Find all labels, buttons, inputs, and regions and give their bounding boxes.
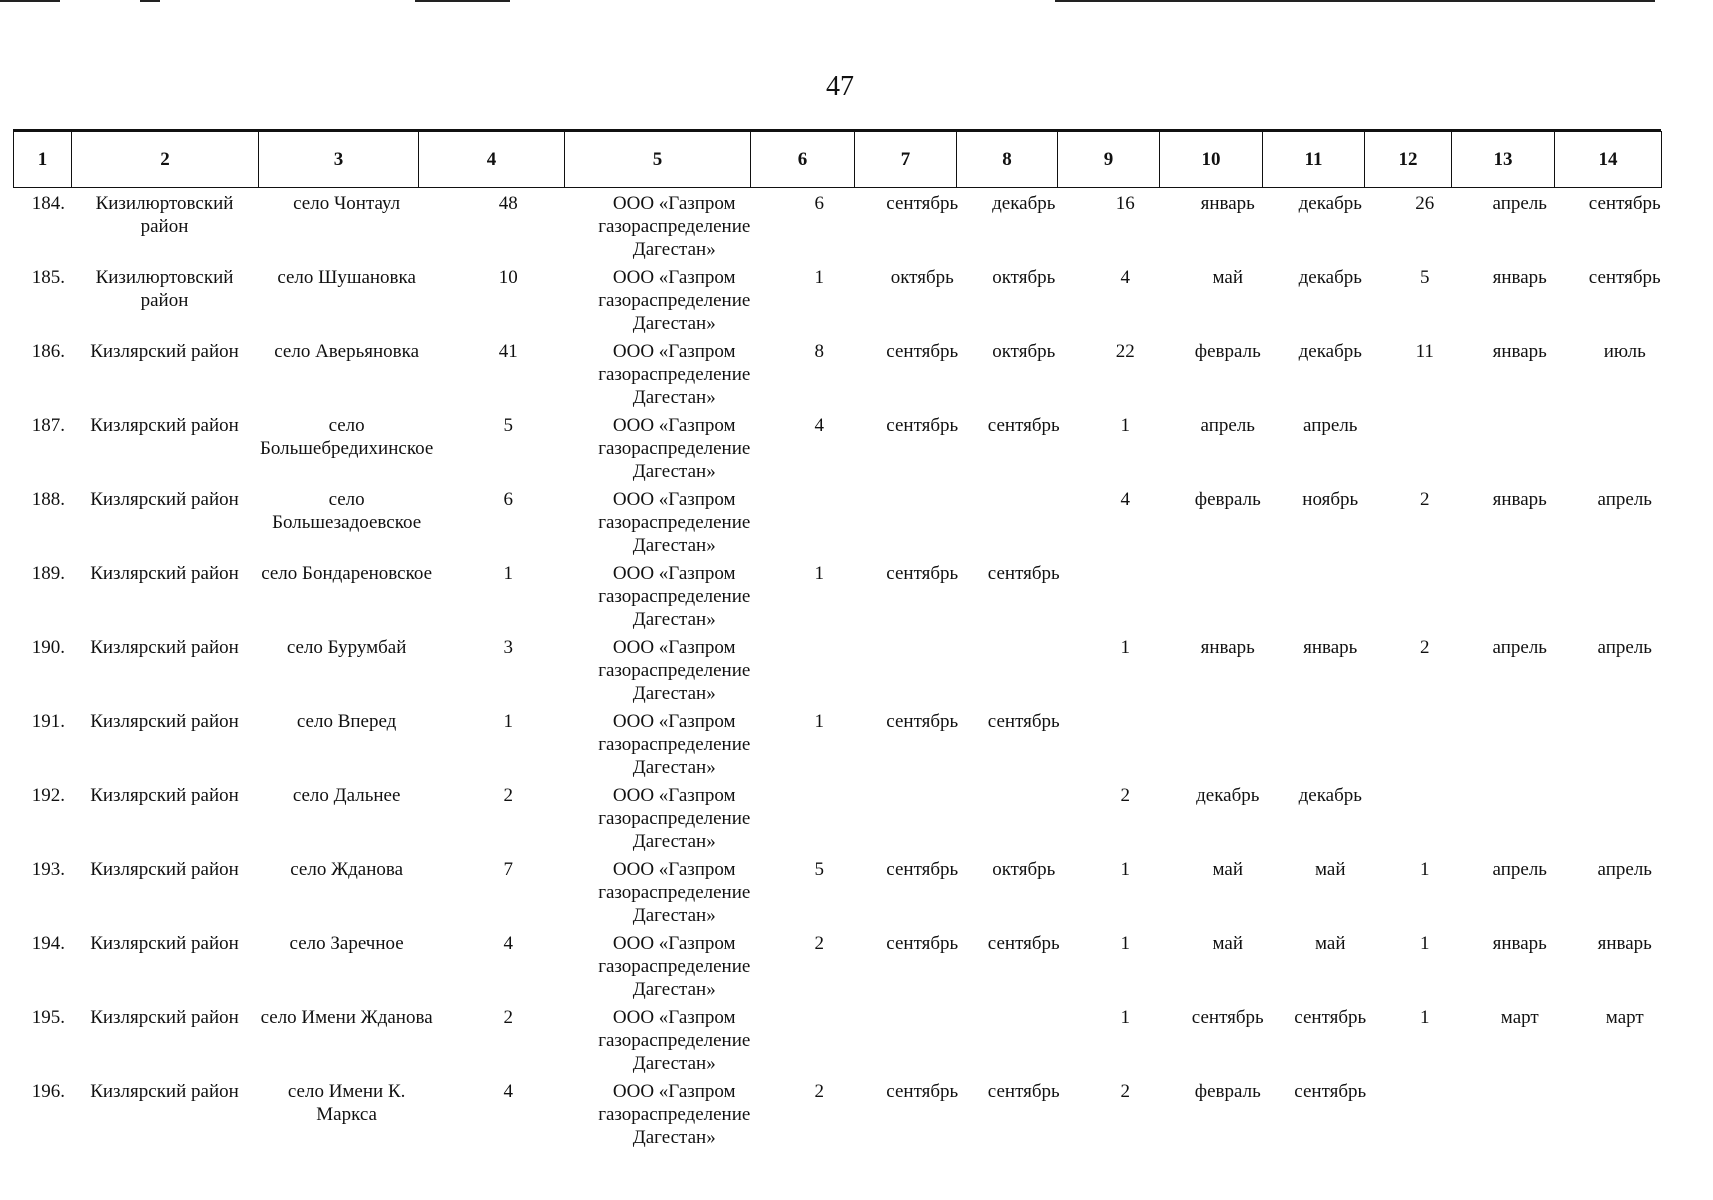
table-cell-col-3: село Имени К. Маркса bbox=[287, 1081, 406, 1125]
table-row bbox=[13, 336, 1678, 410]
table-cell-col-8: октябрь bbox=[992, 341, 1056, 362]
table-cell-col-5: ООО «Газпром газораспределение Дагестан» bbox=[598, 267, 751, 334]
table-cell-col-3: село Заречное bbox=[289, 933, 404, 954]
table-cell-col-9: 1 bbox=[1120, 1007, 1130, 1028]
table-cell-col-2: Кизлярский район bbox=[90, 859, 239, 880]
column-header-7: 7 bbox=[855, 132, 957, 188]
table-cell-col-13 bbox=[1468, 1076, 1571, 1150]
table-cell-col-14 bbox=[1571, 780, 1678, 854]
page-number: 47 bbox=[826, 71, 854, 102]
table-cell-col-12: 2 bbox=[1420, 489, 1430, 510]
table-cell-col-6 bbox=[767, 632, 871, 706]
table-cell-col-2: Кизлярский район bbox=[90, 785, 239, 806]
column-header-6: 6 bbox=[751, 132, 855, 188]
table-cell-col-2: Кизлярский район bbox=[90, 563, 239, 584]
table-cell-col-5: ООО «Газпром газораспределение Дагестан» bbox=[598, 637, 751, 704]
table-cell-col-11: май bbox=[1315, 859, 1346, 880]
table-cell-col-14: январь bbox=[1597, 933, 1652, 954]
table-cell-col-3: село Чонтаул bbox=[293, 193, 401, 214]
table-cell-col-2: Кизлярский район bbox=[90, 489, 239, 510]
table-cell-col-12 bbox=[1381, 1076, 1468, 1150]
table-cell-col-6: 1 bbox=[814, 711, 824, 732]
table-cell-col-10: февраль bbox=[1194, 489, 1261, 510]
table-cell-col-1: 190. bbox=[31, 637, 65, 658]
table-cell-col-9: 1 bbox=[1120, 637, 1130, 658]
table-cell-col-6: 5 bbox=[814, 859, 824, 880]
table-cell-col-12: 1 bbox=[1420, 933, 1430, 954]
table-cell-col-8: сентябрь bbox=[987, 563, 1060, 584]
table-cell-col-11: сентябрь bbox=[1294, 1007, 1367, 1028]
table-cell-col-8 bbox=[973, 780, 1074, 854]
table-cell-col-5: ООО «Газпром газораспределение Дагестан» bbox=[598, 859, 751, 926]
table-row bbox=[13, 410, 1678, 484]
table-cell-col-12 bbox=[1381, 410, 1468, 484]
scan-edge-line bbox=[140, 0, 160, 2]
table-cell-col-8 bbox=[973, 484, 1074, 558]
table-cell-col-6 bbox=[767, 484, 871, 558]
table-cell-col-5: ООО «Газпром газораспределение Дагестан» bbox=[598, 711, 751, 778]
table-cell-col-11 bbox=[1279, 706, 1381, 780]
table-row bbox=[13, 558, 1678, 632]
table-cell-col-9: 2 bbox=[1120, 1081, 1130, 1102]
table-cell-col-1: 191. bbox=[31, 711, 65, 732]
table-cell-col-5: ООО «Газпром газораспределение Дагестан» bbox=[598, 489, 751, 556]
table-cell-col-10: январь bbox=[1200, 637, 1255, 658]
scan-edge-line bbox=[1055, 0, 1655, 2]
table-cell-col-12: 1 bbox=[1420, 1007, 1430, 1028]
table-cell-col-14: сентябрь bbox=[1588, 193, 1661, 214]
table-cell-col-13: январь bbox=[1492, 267, 1547, 288]
table-cell-col-3: село Большезадоевское bbox=[272, 489, 422, 533]
table-cell-col-4: 4 bbox=[503, 933, 513, 954]
table-cell-col-3: село Вперед bbox=[296, 711, 397, 732]
table-cell-col-11 bbox=[1279, 558, 1381, 632]
table-cell-col-4: 7 bbox=[503, 859, 513, 880]
table-cell-col-13: апрель bbox=[1492, 859, 1547, 880]
table-cell-col-10 bbox=[1176, 558, 1279, 632]
column-header-13: 13 bbox=[1452, 132, 1555, 188]
table-cell-col-7: сентябрь bbox=[886, 859, 959, 880]
table-cell-col-13 bbox=[1468, 410, 1571, 484]
table-cell-col-14: март bbox=[1605, 1007, 1644, 1028]
table-cell-col-5: ООО «Газпром газораспределение Дагестан» bbox=[598, 341, 751, 408]
table-row bbox=[13, 188, 1678, 262]
column-header-10: 10 bbox=[1160, 132, 1263, 188]
table-row bbox=[13, 854, 1678, 928]
table-cell-col-4: 5 bbox=[503, 415, 513, 436]
table-cell-col-9: 2 bbox=[1120, 785, 1130, 806]
table-cell-col-6 bbox=[767, 780, 871, 854]
table-cell-col-2: Кизлярский район bbox=[90, 711, 239, 732]
table-cell-col-14 bbox=[1571, 558, 1678, 632]
table-cell-col-11: май bbox=[1315, 933, 1346, 954]
table-cell-col-13: январь bbox=[1492, 489, 1547, 510]
table-cell-col-11: сентябрь bbox=[1294, 1081, 1367, 1102]
table-cell-col-14: сентябрь bbox=[1588, 267, 1661, 288]
column-header-2: 2 bbox=[72, 132, 259, 188]
table-cell-col-14: июль bbox=[1603, 341, 1646, 362]
table-cell-col-1: 189. bbox=[31, 563, 65, 584]
table-cell-col-6 bbox=[767, 1002, 871, 1076]
table-cell-col-7 bbox=[871, 632, 973, 706]
table-cell-col-7: сентябрь bbox=[886, 415, 959, 436]
table-cell-col-8: сентябрь bbox=[987, 415, 1060, 436]
table-cell-col-5: ООО «Газпром газораспределение Дагестан» bbox=[598, 1007, 751, 1074]
table-cell-col-11: январь bbox=[1303, 637, 1358, 658]
table-cell-col-11: декабрь bbox=[1298, 785, 1362, 806]
table-cell-col-4: 2 bbox=[503, 785, 513, 806]
column-header-11: 11 bbox=[1263, 132, 1365, 188]
table-cell-col-7 bbox=[871, 780, 973, 854]
table-cell-col-7 bbox=[871, 484, 973, 558]
table-cell-col-12: 1 bbox=[1420, 859, 1430, 880]
column-header-3: 3 bbox=[259, 132, 419, 188]
table-cell-col-14 bbox=[1571, 410, 1678, 484]
table-cell-col-3: село Шушановка bbox=[277, 267, 416, 288]
table-cell-col-4: 1 bbox=[503, 711, 513, 732]
table-cell-col-5: ООО «Газпром газораспределение Дагестан» bbox=[598, 1081, 751, 1148]
table-cell-col-9: 22 bbox=[1115, 341, 1135, 362]
table-cell-col-10: май bbox=[1212, 267, 1243, 288]
table-cell-col-12: 26 bbox=[1415, 193, 1435, 214]
table-cell-col-3: село Бурумбай bbox=[286, 637, 407, 658]
scan-edge-line bbox=[0, 0, 60, 2]
table-cell-col-9 bbox=[1074, 558, 1176, 632]
table-cell-col-6: 8 bbox=[814, 341, 824, 362]
scan-edge-line bbox=[415, 0, 510, 2]
table-cell-col-6: 1 bbox=[814, 267, 824, 288]
column-number-header bbox=[13, 131, 1662, 188]
table-cell-col-3: село Большебредихинское bbox=[260, 415, 434, 459]
table-cell-col-11: декабрь bbox=[1298, 193, 1362, 214]
table-row bbox=[13, 262, 1678, 336]
table-cell-col-7: октябрь bbox=[890, 267, 954, 288]
table-cell-col-13: апрель bbox=[1492, 637, 1547, 658]
column-header-5: 5 bbox=[565, 132, 751, 188]
table-cell-col-14: апрель bbox=[1597, 637, 1652, 658]
column-header-14: 14 bbox=[1555, 132, 1662, 188]
data-table bbox=[13, 188, 1678, 1150]
table-cell-col-3: село Дальнее bbox=[292, 785, 401, 806]
table-cell-col-14 bbox=[1571, 706, 1678, 780]
table-cell-col-7: сентябрь bbox=[886, 711, 959, 732]
table-cell-col-2: Кизлярский район bbox=[90, 933, 239, 954]
table-cell-col-1: 192. bbox=[31, 785, 65, 806]
column-header-8: 8 bbox=[957, 132, 1058, 188]
table-cell-col-12: 11 bbox=[1415, 341, 1434, 362]
table-cell-col-1: 184. bbox=[31, 193, 65, 214]
table-cell-col-3: село Аверьяновка bbox=[274, 341, 419, 362]
table-cell-col-13: январь bbox=[1492, 341, 1547, 362]
table-cell-col-10: январь bbox=[1200, 193, 1255, 214]
table-cell-col-2: Кизлярский район bbox=[90, 1081, 239, 1102]
table-cell-col-3: село Бондареновское bbox=[261, 563, 433, 584]
table-row bbox=[13, 632, 1678, 706]
table-cell-col-9: 1 bbox=[1120, 933, 1130, 954]
table-cell-col-11: ноябрь bbox=[1302, 489, 1359, 510]
table-cell-col-9 bbox=[1074, 706, 1176, 780]
table-cell-col-7: сентябрь bbox=[886, 933, 959, 954]
table-cell-col-5: ООО «Газпром газораспределение Дагестан» bbox=[598, 415, 751, 482]
table-cell-col-11: декабрь bbox=[1298, 267, 1362, 288]
table-cell-col-9: 1 bbox=[1120, 859, 1130, 880]
table-row bbox=[13, 1076, 1678, 1150]
table-cell-col-9: 4 bbox=[1120, 489, 1130, 510]
table-cell-col-6: 4 bbox=[814, 415, 824, 436]
table-cell-col-10: февраль bbox=[1194, 1081, 1261, 1102]
table-cell-col-1: 188. bbox=[31, 489, 65, 510]
table-cell-col-5: ООО «Газпром газораспределение Дагестан» bbox=[598, 933, 751, 1000]
table-cell-col-10: февраль bbox=[1194, 341, 1261, 362]
table-row bbox=[13, 484, 1678, 558]
table-cell-col-11: декабрь bbox=[1298, 341, 1362, 362]
table-cell-col-10 bbox=[1176, 706, 1279, 780]
table-cell-col-13 bbox=[1468, 558, 1571, 632]
table-cell-col-4: 4 bbox=[503, 1081, 513, 1102]
table-cell-col-2: Кизлярский район bbox=[90, 1007, 239, 1028]
table-cell-col-7: сентябрь bbox=[886, 1081, 959, 1102]
table-cell-col-13 bbox=[1468, 780, 1571, 854]
table-cell-col-14: апрель bbox=[1597, 489, 1652, 510]
table-cell-col-1: 193. bbox=[31, 859, 65, 880]
table-cell-col-13: март bbox=[1500, 1007, 1539, 1028]
table-cell-col-4: 10 bbox=[498, 267, 518, 288]
table-cell-col-5: ООО «Газпром газораспределение Дагестан» bbox=[598, 785, 751, 852]
table-cell-col-2: Кизлярский район bbox=[90, 637, 239, 658]
table-cell-col-1: 195. bbox=[31, 1007, 65, 1028]
table-row bbox=[13, 706, 1678, 780]
table-cell-col-12: 5 bbox=[1420, 267, 1430, 288]
table-cell-col-7: сентябрь bbox=[886, 193, 959, 214]
table-cell-col-4: 48 bbox=[498, 193, 518, 214]
table-cell-col-10: декабрь bbox=[1196, 785, 1260, 806]
table-cell-col-8: сентябрь bbox=[987, 1081, 1060, 1102]
table-cell-col-11: апрель bbox=[1303, 415, 1358, 436]
table-cell-col-8 bbox=[973, 1002, 1074, 1076]
column-header-9: 9 bbox=[1058, 132, 1160, 188]
table-cell-col-8: октябрь bbox=[992, 859, 1056, 880]
table-cell-col-10: апрель bbox=[1200, 415, 1255, 436]
table-cell-col-6: 2 bbox=[814, 1081, 824, 1102]
table-cell-col-1: 194. bbox=[31, 933, 65, 954]
table-cell-col-14: апрель bbox=[1597, 859, 1652, 880]
table-row bbox=[13, 1002, 1678, 1076]
column-header-4: 4 bbox=[419, 132, 565, 188]
table-cell-col-1: 186. bbox=[31, 341, 65, 362]
table-cell-col-4: 6 bbox=[503, 489, 513, 510]
table-cell-col-7: сентябрь bbox=[886, 563, 959, 584]
table-cell-col-1: 196. bbox=[31, 1081, 65, 1102]
table-cell-col-12 bbox=[1381, 558, 1468, 632]
table-cell-col-4: 2 bbox=[503, 1007, 513, 1028]
table-cell-col-1: 187. bbox=[31, 415, 65, 436]
table-cell-col-6: 2 bbox=[814, 933, 824, 954]
table-cell-col-6: 6 bbox=[814, 193, 824, 214]
table-cell-col-14 bbox=[1571, 1076, 1678, 1150]
table-cell-col-13: апрель bbox=[1492, 193, 1547, 214]
table-cell-col-2: Кизлярский район bbox=[90, 341, 239, 362]
table-cell-col-9: 4 bbox=[1120, 267, 1130, 288]
table-cell-col-10: май bbox=[1212, 859, 1243, 880]
table-row bbox=[13, 780, 1678, 854]
table-cell-col-4: 1 bbox=[503, 563, 513, 584]
table-cell-col-4: 41 bbox=[498, 341, 518, 362]
table-cell-col-6: 1 bbox=[814, 563, 824, 584]
table-cell-col-2: Кизлярский район bbox=[90, 415, 239, 436]
table-cell-col-3: село Жданова bbox=[290, 859, 404, 880]
table-cell-col-13 bbox=[1468, 706, 1571, 780]
table-cell-col-8: октябрь bbox=[992, 267, 1056, 288]
table-cell-col-4: 3 bbox=[503, 637, 513, 658]
table-cell-col-5: ООО «Газпром газораспределение Дагестан» bbox=[598, 563, 751, 630]
table-cell-col-12 bbox=[1381, 706, 1468, 780]
table-cell-col-9: 1 bbox=[1120, 415, 1130, 436]
table-cell-col-5: ООО «Газпром газораспределение Дагестан» bbox=[598, 193, 751, 260]
table-cell-col-10: сентябрь bbox=[1191, 1007, 1264, 1028]
table-cell-col-9: 16 bbox=[1115, 193, 1135, 214]
table-cell-col-12 bbox=[1381, 780, 1468, 854]
table-cell-col-10: май bbox=[1212, 933, 1243, 954]
table-cell-col-1: 185. bbox=[31, 267, 65, 288]
table-cell-col-8: сентябрь bbox=[987, 933, 1060, 954]
column-header-12: 12 bbox=[1365, 132, 1452, 188]
table-cell-col-7 bbox=[871, 1002, 973, 1076]
table-cell-col-7: сентябрь bbox=[886, 341, 959, 362]
table-cell-col-8 bbox=[973, 632, 1074, 706]
table-cell-col-8: сентябрь bbox=[987, 711, 1060, 732]
column-header-1: 1 bbox=[14, 132, 72, 188]
table-cell-col-12: 2 bbox=[1420, 637, 1430, 658]
table-cell-col-13: январь bbox=[1492, 933, 1547, 954]
table-cell-col-8: декабрь bbox=[992, 193, 1056, 214]
table-cell-col-2: Кизилюртовский район bbox=[95, 193, 234, 237]
table-row bbox=[13, 928, 1678, 1002]
table-cell-col-2: Кизилюртовский район bbox=[95, 267, 234, 311]
table-cell-col-3: село Имени Жданова bbox=[260, 1007, 433, 1028]
